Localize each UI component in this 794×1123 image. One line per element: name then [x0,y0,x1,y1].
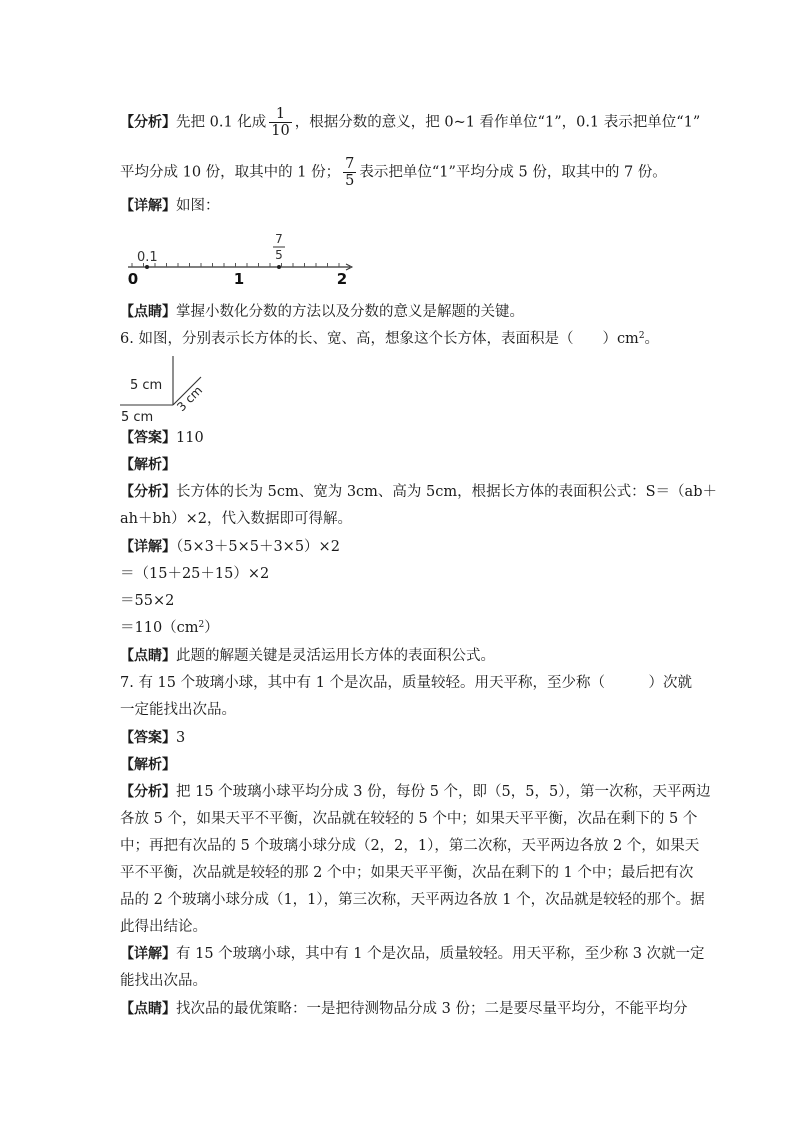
fraction-seven-fifths: $\frac{7}{5}$ [345,156,355,189]
label-7-5-num: 7 [275,232,283,246]
number-line-figure [118,228,368,290]
q7-analysis-line-2: 各放 5 个，如果天平不平衡，次品就在较轻的 5 个中；如果天平平衡，次品在剩下的 5 个 [120,811,698,827]
width-label: 3 cm [174,383,206,415]
analysis-line-2 [120,156,667,189]
detail-label: 【详解】 [120,539,176,555]
number-line-ticks [132,263,339,267]
tip-text: 掌握小数化分数的方法以及分数的意义是解题的关键。 [176,304,524,320]
tip-label: 【点睛】 [120,304,176,320]
label-7-5-den: 5 [275,248,283,262]
q7-analysis-line-5: 品的 2 个玻璃小球分成（1，1），第三次称，天平两边各放 1 个，次品就是较轻的那个。据 [120,892,705,908]
q7-tip-line: 【点睛】找次品的最优策略：一是把待测物品分成 3 份；二是要尽量平均分，不能平均分 [120,1001,688,1017]
q7-analysis-line-6: 此得出结论。 [120,919,207,935]
q6-analysis-line-1: 【分析】长方体的长为 5cm、宽为 3cm、高为 5cm，根据长方体的表面积公式：S＝（ab＋ [120,484,717,500]
q7-detail-line-1: 【详解】有 15 个玻璃小球，其中有 1 个是次品，质量较轻。用天平称，至少称 3 次就一定 [120,946,705,962]
q6-detail-line-1: 【详解】（5×3＋5×5＋3×5）×2 [120,539,340,555]
cuboid-edges-figure [118,352,218,427]
analysis-line-1 [120,106,700,139]
q7-analysis-line-4: 平不平衡，次品就是较轻的那 2 个中；如果天平平衡，次品在剩下的 1 个中；最后把有次 [120,865,694,881]
analysis-label: 【分析】 [120,784,176,800]
tick-label-0: 0 [127,270,139,288]
analysis-text: 平均分成 10 份，取其中的 1 份； [120,164,341,181]
analysis-label: 【分析】 [120,484,176,500]
detail-label: 【详解】 [120,946,176,962]
detail-label: 【详解】 [120,198,176,214]
q6-detail-line-2: ＝（15＋25＋15）×2 [120,566,270,582]
q7-answer-line [120,728,185,748]
tick-label-2: 2 [336,270,348,288]
analysis-label: 【分析】 [120,114,176,131]
answer-value: 3 [176,730,186,746]
jiexi-label: 【解析】 [120,457,176,473]
height-label: 5 cm [130,378,163,393]
jiexi-label: 【解析】 [120,757,176,773]
q7-analysis-line-1: 【分析】把 15 个玻璃小球平均分成 3 份，每份 5 个，即（5，5，5），第一次称，天平两边 [120,784,711,800]
detail-text: 如图： [176,198,220,214]
tip-line [120,302,524,322]
q6-question: 6. 如图，分别表示长方体的长、宽、高，想象这个长方体，表面积是（ ）$cm^2$。 [120,331,660,347]
analysis-text: ，根据分数的意义，把 0~1 看作单位“1”，0.1 表示把单位“1” [294,114,701,131]
answer-value: 110 [176,430,204,446]
q7-analysis-line-3: 中；再把有次品的 5 个玻璃小球分成（2，2，1），第二次称，天平两边各放 2 个，如果天 [120,838,700,854]
q6-analysis-line-2: ah＋bh）×2，代入数据即可得解。 [120,511,352,527]
analysis-text: 表示把单位“1”平均分成 5 份，取其中的 7 份。 [359,164,667,181]
q6-detail-line-4: $=110(cm^2)$ [120,620,219,636]
q7-jiexi-line [120,755,176,775]
q7-detail-line-2: 能找出次品。 [120,973,207,989]
point-7-5 [277,265,281,269]
q7-question-line-1: 7. 有 15 个玻璃小球，其中有 1 个是次品，质量较轻。用天平称，至少称（ ）次就 [120,675,693,691]
answer-label: 【答案】 [120,730,176,746]
detail-line [120,196,220,216]
tick-label-1: 1 [233,270,245,288]
label-0-1: 0.1 [137,250,158,265]
point-0-1 [145,265,149,269]
q7-question-line-2: 一定能找出次品。 [120,702,236,718]
analysis-text: 先把 0.1 化成 [176,114,267,131]
q6-detail-line-3: ＝55×2 [120,593,175,609]
tip-label: 【点睛】 [120,1001,176,1017]
q6-answer-line [120,428,204,448]
q6-jiexi-line [120,455,176,475]
fraction-one-tenth: $\frac{1}{10}$ [271,106,290,139]
tip-label: 【点睛】 [120,648,176,664]
answer-label: 【答案】 [120,430,176,446]
length-label: 5 cm [121,410,154,425]
q6-tip-line: 【点睛】此题的解题关键是灵活运用长方体的表面积公式。 [120,648,495,664]
